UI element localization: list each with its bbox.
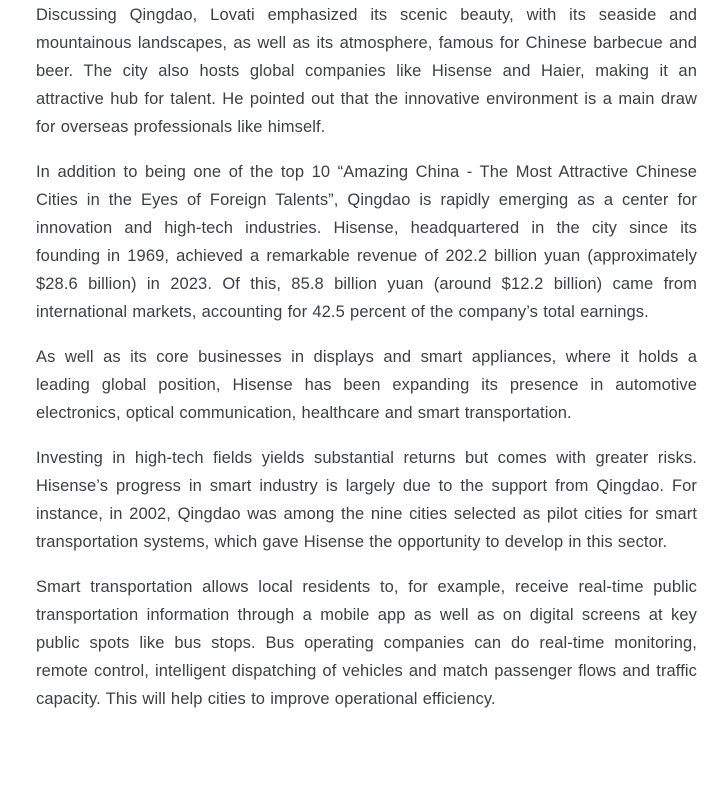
paragraph-hisense-revenue: In addition to being one of the top 10 “Amazing China - The Most Attractive Chinese Cities in the Eyes of Foreign Talents”, Qingdao is rapidly emerging as a center for innovation and high-tech industries. Hisense, headquartered in the city since its founding in 1969, achieved a remarkable revenue of 202.2 billion yuan (approximately $28.6 billion) in 2023. Of this, 85.8 billion yuan (around $12.2 billion) came from international markets, accounting for 42.5 percent of the company’s total earnings. (36, 163, 697, 321)
paragraph-core-businesses: As well as its core businesses in displays and smart appliances, where it holds a leading global position, Hisense has been expanding its presence in automotive electronics, optical communication, healthcare and smart transportation. (36, 348, 697, 422)
paragraph-qingdao-scenic: Discussing Qingdao, Lovati emphasized its scenic beauty, with its seaside and mountainous landscapes, as well as its atmosphere, famous for Chinese barbecue and beer. The city also hosts global companies like Hisense and Haier, making it an attractive hub for talent. He pointed out that the innovative environment is a main draw for overseas professionals like himself. (36, 6, 697, 136)
paragraph-smart-transportation: Smart transportation allows local residents to, for example, receive real-time public transportation information through a mobile app as well as on digital screens at key public spots like bus stops. Bus operating companies can do real-time monitoring, remote control, intelligent dispatching of vehicles and match passenger flows and traffic capacity. This will help cities to improve operational efficiency. (36, 578, 697, 708)
paragraph-hightech-investment: Investing in high-tech fields yields substantial returns but comes with greater risks. Hisense’s progress in smart industry is largely due to the support from Qingdao. For instance, in 2002, Qingdao was among the nine cities selected as pilot cities for smart transportation systems, which gave Hisense the opportunity to develop in this sector. (36, 449, 697, 551)
